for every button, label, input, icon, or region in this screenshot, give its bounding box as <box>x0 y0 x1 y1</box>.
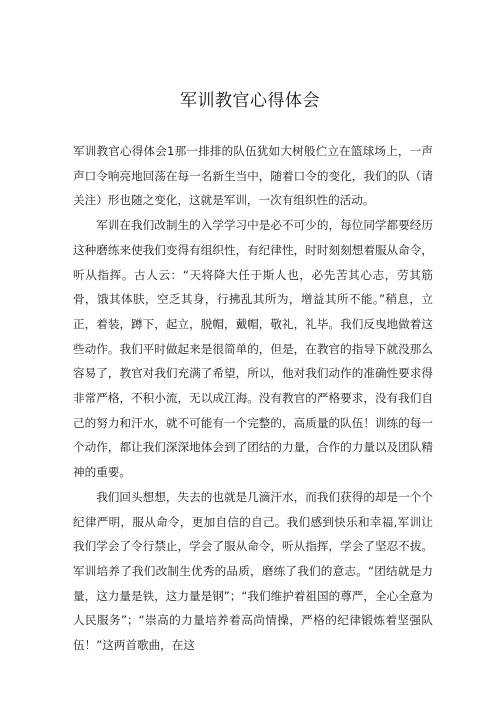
paragraph-1: 军训教官心得体会1那一排排的队伍犹如大树般伫立在篮球场上，一声声口令响亮地回荡在每一名新生当中，随着口令的变化，我们的队（请关注）形也随之变化，这就是军训，一次有组织性的活动。 <box>73 144 433 208</box>
paragraph-3: 我们回头想想，失去的也就是几滴汗水，而我们获得的却是一个个纪律严明，服从命令，更加自信的自己。我们感到快乐和幸福,军训让我们学会了令行禁止，学会了服从命令，听从指挥，学会了坚忍不拔。军训培养了我们改制生优秀的品质，磨练了我们的意志。“团结就是力量，这力量是铁，这力量是钢”；“我们维护着祖国的尊严，全心全意为人民服务”；“崇高的力量培养着高尚情操，严格的纪律锻炼着坚强队伍！”这两首歌曲，在这 <box>73 489 433 653</box>
document-title: 军训教官心得体会 <box>180 91 320 111</box>
document-body <box>73 139 433 658</box>
paragraph-2: 军训在我们改制生的入学学习中是必不可少的，每位同学都要经历这种磨练来使我们变得有组织性，有纪律性，时时刻刻想着服从命令，听从指挥。古人云：“天将降大任于斯人也，必先苦其心志，劳其筋骨，饿其体肤，空乏其身，行拂乱其所为，增益其所不能。”稍息，立正，着装，蹲下，起立，脱帽，戴帽，敬礼，礼毕。我们反曳地做着这些动作。我们平时做起来是很简单的，但是，在教官的指导下就没那么容易了，教官对我们充满了希望，所以，他对我们动作的准确性要求得非常严格，不积小流，无以成江海。没有教官的严格要求，没有我们自己的努力和汗水，就不可能有一个完整的，高质量的队伍！训练的每一个动作，都让我们深深地体会到了团结的力量，合作的力量以及团队精神的重要。 <box>73 218 433 480</box>
